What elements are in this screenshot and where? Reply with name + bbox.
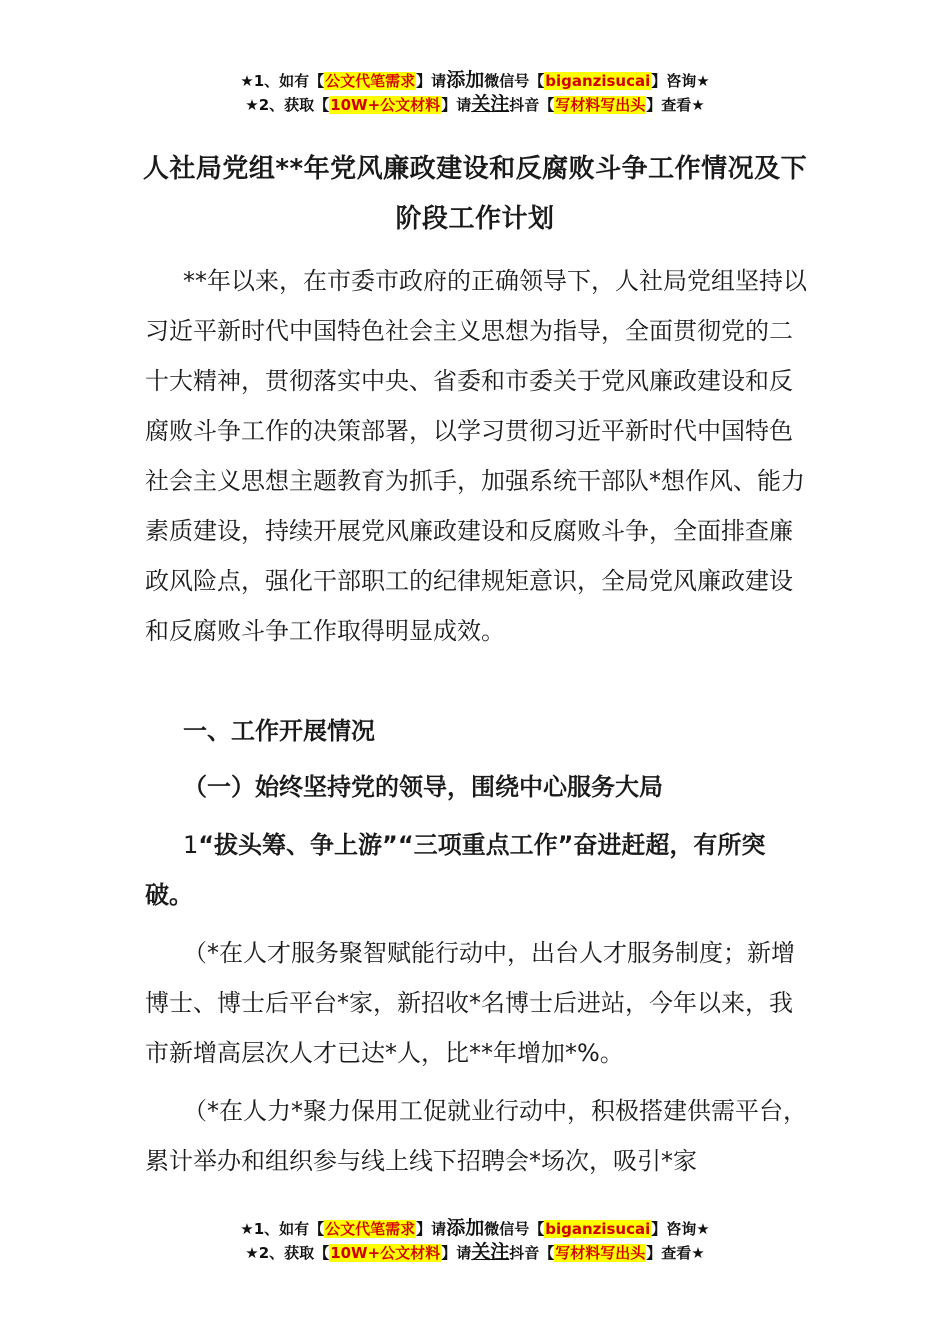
banner-emphasis: 关注 [471, 1241, 510, 1263]
heading-section-1: 一、工作开展情况 [183, 717, 375, 745]
banner-emphasis: 添加 [446, 1217, 485, 1239]
banner-text: 】咨询★ [651, 72, 710, 90]
heading-item-1 [145, 820, 807, 920]
heading-subsection-1: （一）始终坚持党的领导，围绕中心服务大局 [183, 773, 663, 801]
banner-text: 】查看★ [646, 1244, 705, 1262]
banner-text: ★2、获取【 [245, 96, 330, 114]
banner-text: ★1、如有【 [240, 1220, 325, 1238]
banner-douyin-id: 写材料写出头 [555, 96, 646, 114]
banner-douyin-id: 写材料写出头 [555, 1244, 646, 1262]
banner-text: ★2、获取【 [245, 1244, 330, 1262]
banner-wechat-id: biganzisucai [545, 1220, 651, 1238]
banner-highlight: 10W+公文材料 [330, 1244, 441, 1262]
banner-text: ★1、如有【 [240, 72, 325, 90]
banner-text: 】请 [441, 96, 472, 114]
banner-text: 微信号【 [484, 72, 545, 90]
header-banner [0, 68, 950, 116]
banner-line-2 [0, 92, 950, 116]
item-number: 1 [183, 831, 199, 859]
item-title: “拔头筹、争上游”“三项重点工作”奋进赶超，有所突破。 [145, 831, 766, 909]
paragraph-intro: **年以来，在市委市政府的正确领导下，人社局党组坚持以习近平新时代中国特色社会主义思想为指导，全面贯彻党的二十大精神，贯彻落实中央、省委和市委关于党风廉政建设和反腐败斗争工作的决策部署，以学习贯彻习近平新时代中国特色社会主义思想主题教育为抓手，加强系统干部队*想作风、能力素质建设，持续开展党风廉政建设和反腐败斗争，全面排查廉政风险点，强化干部职工的纪律规矩意识，全局党风廉政建设和反腐败斗争工作取得明显成效。 [145, 267, 807, 645]
banner-line-2 [0, 1240, 950, 1264]
paragraph-talent: （*在人才服务聚智赋能行动中，出台人才服务制度；新增博士、博士后平台*家，新招收*名博士后进站，今年以来，我市新增高层次人才已达*人，比**年增加*%。 [145, 939, 795, 1067]
banner-highlight: 公文代笔需求 [325, 1220, 416, 1238]
banner-wechat-id: biganzisucai [545, 72, 651, 90]
banner-text: 抖音【 [509, 96, 555, 114]
banner-text: 】咨询★ [651, 1220, 710, 1238]
banner-text: 抖音【 [509, 1244, 555, 1262]
banner-emphasis: 关注 [471, 93, 510, 115]
banner-line-1 [0, 1216, 950, 1240]
banner-text: 微信号【 [484, 1220, 545, 1238]
banner-line-1 [0, 68, 950, 92]
banner-text: 】请 [416, 1220, 447, 1238]
banner-text: 】请 [441, 1244, 472, 1262]
banner-text: 】查看★ [646, 96, 705, 114]
banner-highlight: 10W+公文材料 [330, 96, 441, 114]
banner-emphasis: 添加 [446, 69, 485, 91]
banner-highlight: 公文代笔需求 [325, 72, 416, 90]
document-title: 人社局党组**年党风廉政建设和反腐败斗争工作情况及下阶段工作计划 [142, 154, 808, 234]
footer-banner [0, 1216, 950, 1264]
banner-text: 】请 [416, 72, 447, 90]
paragraph-employment: （*在人力*聚力保用工促就业行动中，积极搭建供需平台，累计举办和组织参与线上线下招聘会*场次，吸引*家 [145, 1097, 807, 1175]
